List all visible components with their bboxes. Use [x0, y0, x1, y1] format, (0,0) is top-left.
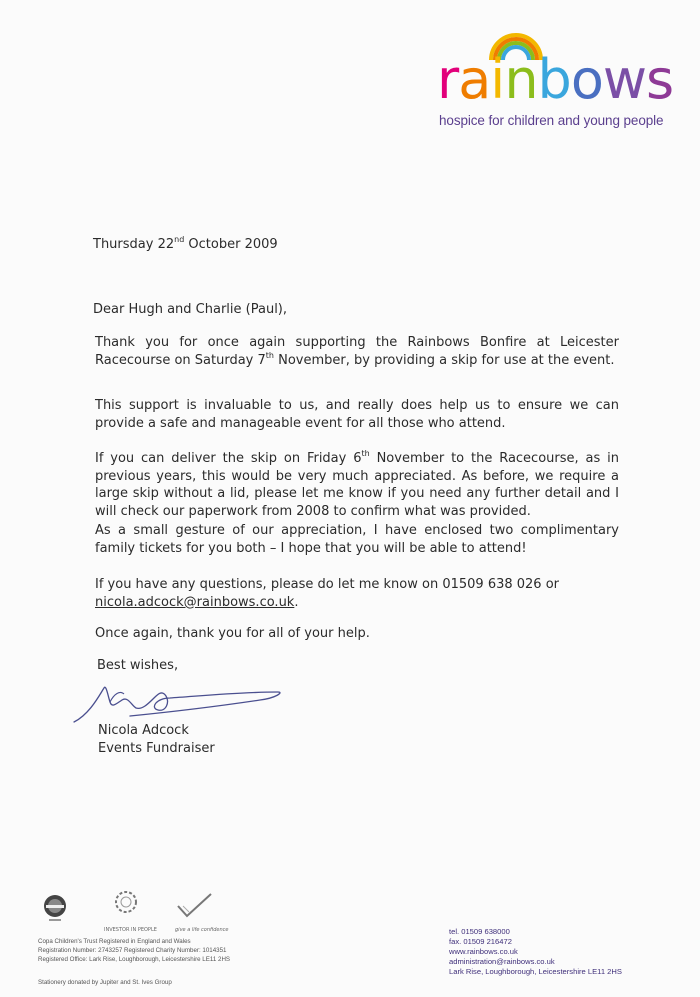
quality-seal-icon	[38, 892, 72, 926]
logo-tagline: hospice for children and young people	[439, 113, 664, 128]
contact-tel: tel. 01509 638000	[449, 927, 510, 936]
logo-letter: o	[570, 48, 603, 111]
logo-letter: n	[504, 48, 538, 111]
contact-website[interactable]: www.rainbows.co.uk	[449, 947, 518, 956]
signatory	[98, 722, 215, 758]
paragraph-6: Once again, thank you for all of your help.	[95, 626, 370, 641]
stationery-note: Stationery donated by Jupiter and St. Ives Group	[38, 979, 172, 986]
email-link[interactable]: nicola.adcock@rainbows.co.uk	[95, 594, 295, 610]
signatory-role: Events Fundraiser	[98, 741, 215, 756]
rainbows-logo	[437, 50, 673, 110]
signature	[70, 682, 285, 726]
registration-line: Copa Children's Trust Registered in England and Wales	[38, 938, 191, 945]
checkmark-logo-icon	[175, 892, 215, 922]
salutation: Dear Hugh and Charlie (Paul),	[93, 302, 288, 317]
contact-block	[449, 927, 622, 977]
badge-caption: INVESTOR IN PEOPLE	[104, 927, 157, 933]
letter-date: Thursday 22nd October 2009	[93, 235, 278, 252]
contact-address: Lark Rise, Loughborough, Leicestershire LE11 2HS	[449, 967, 622, 976]
investors-in-people-icon	[106, 889, 146, 919]
registration-info	[38, 938, 230, 964]
paragraph-3: If you can deliver the skip on Friday 6th November to the Racecourse, as in previous years, this would be very much appreciated. As before, we require a large skip without a lid, please let me know if you need any further detail and I will check our paperwork from 2008 to confirm what was provided.	[95, 449, 619, 519]
closing: Best wishes,	[97, 658, 179, 673]
logo-letter: r	[437, 48, 459, 111]
signatory-name: Nicola Adcock	[98, 723, 189, 738]
logo-letter: w	[602, 48, 647, 111]
badge-caption: give a life confidence	[175, 927, 229, 933]
registration-line: Registration Number: 2743257 Registered Charity Number: 1014351	[38, 946, 227, 954]
contact-fax: fax. 01509 216472	[449, 937, 512, 946]
logo-letter: s	[646, 48, 674, 111]
paragraph-4: As a small gesture of our appreciation, I have enclosed two complimentary family tickets for you both – I hope that you will be able to attend!	[95, 523, 619, 556]
paragraph-1: Thank you for once again supporting the Rainbows Bonfire at Leicester Racecourse on Saturday 7th November, by providing a skip for use at the event.	[95, 335, 619, 368]
paragraph-5: If you have any questions, please do let me know on 01509 638 026 or nicola.adcock@rainbows.co.uk.	[95, 577, 560, 610]
logo-letter: i	[490, 48, 505, 111]
paragraph-2: This support is invaluable to us, and really does help us to ensure we can provide a safe and manageable event for all those who attend.	[95, 398, 619, 431]
logo-letter: b	[537, 48, 571, 111]
registration-line: Registered Office: Lark Rise, Loughborough, Leicestershire LE11 2HS	[38, 955, 231, 963]
contact-email[interactable]: administration@rainbows.co.uk	[449, 957, 555, 966]
logo-letter: a	[458, 48, 491, 111]
